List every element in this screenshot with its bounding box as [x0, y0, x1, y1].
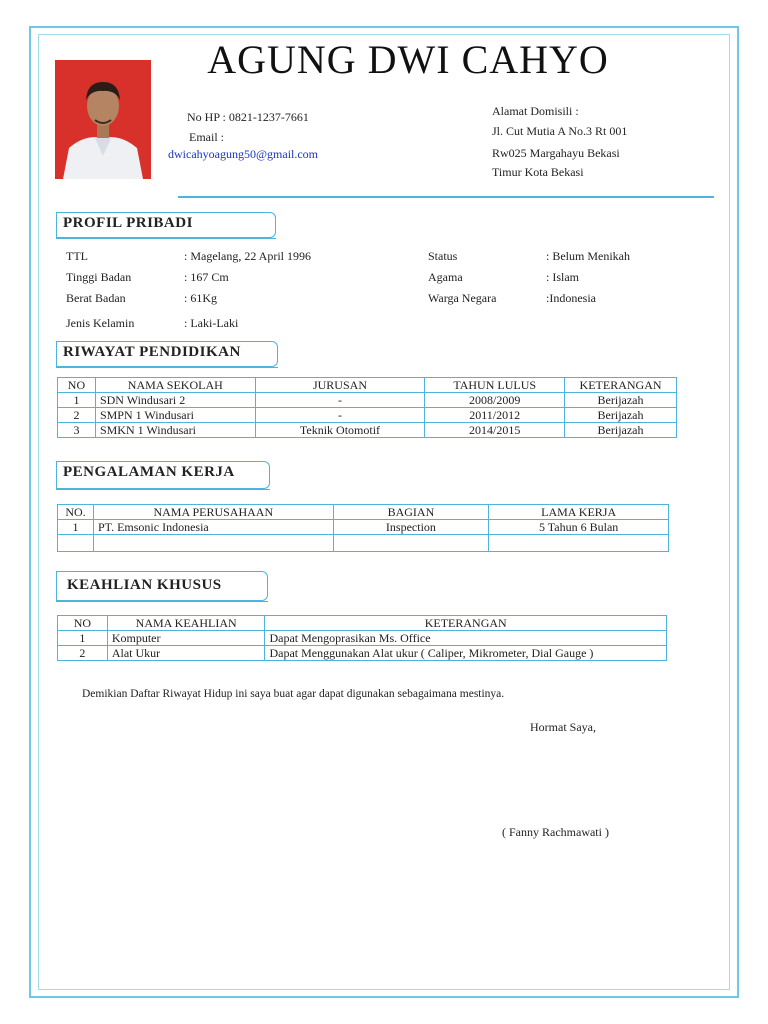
- table-cell: Komputer: [107, 631, 265, 646]
- table-cell: 2014/2015: [425, 423, 565, 438]
- table-header-row: [58, 616, 667, 631]
- table-cell: 5 Tahun 6 Bulan: [489, 520, 669, 535]
- table-cell: Berijazah: [565, 408, 677, 423]
- table-row: [58, 631, 667, 646]
- table-header-row: [58, 505, 669, 520]
- table-header-cell: BAGIAN: [333, 505, 489, 520]
- table-row: [58, 408, 677, 423]
- section-underline: [56, 489, 270, 490]
- section-title-profil: PROFIL PRIBADI: [56, 212, 276, 238]
- education-table: [57, 377, 677, 438]
- table-cell: 3: [58, 423, 96, 438]
- profil-label: Agama: [428, 270, 463, 284]
- table-header-cell: TAHUN LULUS: [425, 378, 565, 393]
- table-header-row: [58, 378, 677, 393]
- signer-name: ( Fanny Rachmawati ): [502, 825, 609, 839]
- profil-value: : Laki-Laki: [184, 316, 239, 330]
- table-cell: [58, 535, 94, 552]
- profil-label: TTL: [66, 249, 88, 263]
- table-header-cell: JURUSAN: [255, 378, 425, 393]
- resume-name: AGUNG DWI CAHYO: [207, 37, 609, 82]
- closing-statement: Demikian Daftar Riwayat Hidup ini saya buat agar dapat digunakan sebagaimana mestinya.: [82, 688, 505, 700]
- table-header-cell: NO.: [58, 505, 94, 520]
- table-cell: Dapat Mengoprasikan Ms. Office: [265, 631, 667, 646]
- table-cell: 2011/2012: [425, 408, 565, 423]
- table-header-cell: KETERANGAN: [565, 378, 677, 393]
- address-line-2: Rw025 Margahayu Bekasi: [492, 146, 620, 160]
- table-cell: [489, 535, 669, 552]
- table-cell: SDN Windusari 2: [95, 393, 255, 408]
- header-divider: [178, 196, 714, 198]
- profil-label: Jenis Kelamin: [66, 316, 135, 330]
- profil-value: : 167 Cm: [184, 270, 229, 284]
- table-header-cell: NAMA PERUSAHAAN: [93, 505, 333, 520]
- table-cell: Alat Ukur: [107, 646, 265, 661]
- table-cell: Dapat Menggunakan Alat ukur ( Caliper, Mikrometer, Dial Gauge ): [265, 646, 667, 661]
- table-cell: -: [255, 393, 425, 408]
- profil-value: : Islam: [546, 270, 579, 284]
- table-header-cell: NO: [58, 378, 96, 393]
- table-cell: 1: [58, 631, 108, 646]
- table-cell: SMPN 1 Windusari: [95, 408, 255, 423]
- table-cell: 1: [58, 520, 94, 535]
- section-underline: [56, 238, 276, 239]
- section-underline: [56, 367, 278, 368]
- table-header-cell: NO: [58, 616, 108, 631]
- phone-text: No HP : 0821-1237-7661: [187, 110, 309, 124]
- table-row: [58, 535, 669, 552]
- profil-value: : 61Kg: [184, 291, 217, 305]
- table-row: [58, 646, 667, 661]
- table-row: [58, 520, 669, 535]
- table-cell: 2008/2009: [425, 393, 565, 408]
- table-cell: Teknik Otomotif: [255, 423, 425, 438]
- address-line-3: Timur Kota Bekasi: [492, 165, 584, 179]
- table-header-cell: LAMA KERJA: [489, 505, 669, 520]
- email-label: Email :: [189, 130, 224, 144]
- profil-value: : Belum Menikah: [546, 249, 630, 263]
- profile-photo: [55, 60, 151, 179]
- work-table: [57, 504, 669, 552]
- table-cell: SMKN 1 Windusari: [95, 423, 255, 438]
- profil-value: :Indonesia: [546, 291, 596, 305]
- email-link[interactable]: dwicahyoagung50@gmail.com: [168, 147, 319, 161]
- table-row: [58, 423, 677, 438]
- table-cell: PT. Emsonic Indonesia: [93, 520, 333, 535]
- table-cell: 2: [58, 408, 96, 423]
- profil-label: Berat Badan: [66, 291, 126, 305]
- table-cell: [333, 535, 489, 552]
- section-title-keahlian: KEAHLIAN KHUSUS: [56, 571, 268, 601]
- table-cell: Inspection: [333, 520, 489, 535]
- table-header-cell: NAMA KEAHLIAN: [107, 616, 265, 631]
- section-underline: [56, 601, 268, 602]
- table-cell: Berijazah: [565, 393, 677, 408]
- table-row: [58, 393, 677, 408]
- table-cell: [93, 535, 333, 552]
- profil-value: : Magelang, 22 April 1996: [184, 249, 311, 263]
- table-cell: Berijazah: [565, 423, 677, 438]
- table-header-cell: KETERANGAN: [265, 616, 667, 631]
- profil-label: Tinggi Badan: [66, 270, 132, 284]
- table-cell: 2: [58, 646, 108, 661]
- section-title-pengalaman: PENGALAMAN KERJA: [56, 461, 270, 489]
- closing-regards: Hormat Saya,: [530, 720, 596, 734]
- address-label: Alamat Domisili :: [492, 104, 579, 118]
- skills-table: [57, 615, 667, 661]
- table-cell: 1: [58, 393, 96, 408]
- profil-label: Status: [428, 249, 458, 263]
- table-header-cell: NAMA SEKOLAH: [95, 378, 255, 393]
- section-title-pendidikan: RIWAYAT PENDIDIKAN: [56, 341, 278, 367]
- profil-label: Warga Negara: [428, 291, 497, 305]
- table-cell: -: [255, 408, 425, 423]
- address-line-1: Jl. Cut Mutia A No.3 Rt 001: [492, 124, 628, 138]
